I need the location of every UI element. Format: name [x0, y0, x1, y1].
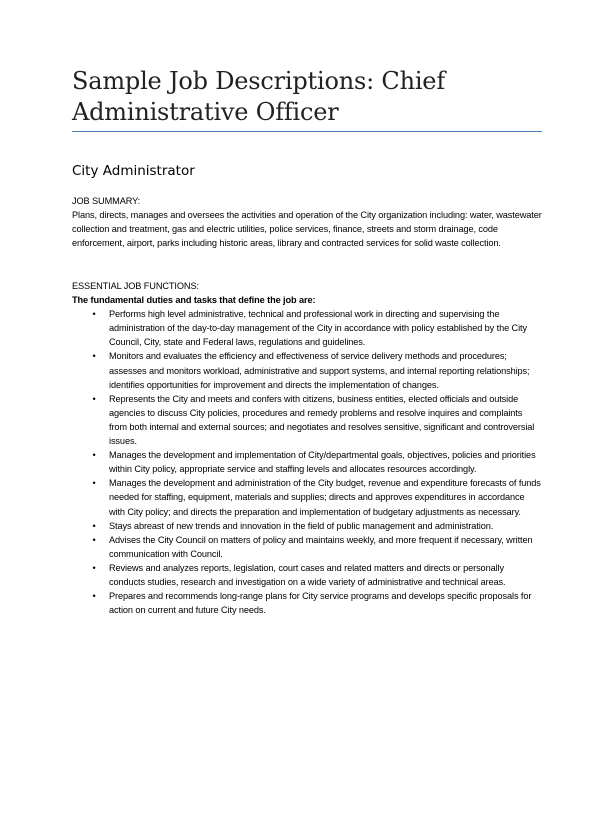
- essential-functions-intro: The fundamental duties and tasks that define the job are:: [72, 295, 316, 306]
- list-item: [72, 589, 542, 617]
- essential-functions-list: [72, 307, 542, 617]
- list-item: [72, 519, 542, 533]
- list-item-text: Performs high level administrative, technical and professional work in directing and supervising the administration of the day-to-day management of the City in accordance with policy established by the City Council, City, state and Federal laws, regulations and guidelines.: [109, 309, 527, 348]
- title-underline-rule: [72, 131, 542, 132]
- job-summary-text: Plans, directs, manages and oversees the activities and operation of the City organization including: water, wastewater collection and treatment, gas and electric utilities, police services, finance, streets and storm drainage, code enforcement, airport, parks including historic areas, library and contracted services for solid waste collection.: [72, 210, 542, 249]
- list-item: [72, 349, 542, 391]
- list-item: [72, 533, 542, 561]
- bullet-icon: •: [92, 478, 96, 489]
- bullet-icon: •: [92, 309, 96, 320]
- list-item-text: Stays abreast of new trends and innovation in the field of public management and administration.: [109, 520, 494, 531]
- list-item: [72, 561, 542, 589]
- list-item-text: Advises the City Council on matters of policy and maintains weekly, and more frequent if necessary, written communication with Council.: [109, 534, 533, 559]
- list-item: [72, 392, 542, 448]
- bullet-icon: •: [92, 591, 96, 602]
- section-title: City Administrator: [72, 163, 195, 179]
- list-item-text: Manages the development and implementation of City/departmental goals, objectives, policies and priorities within City policy, appropriate service and staffing levels and allocates resources accordingly.: [109, 450, 536, 475]
- bullet-icon: •: [92, 450, 96, 461]
- list-item-text: Monitors and evaluates the efficiency and effectiveness of service delivery methods and procedures; assesses and monitors workload, administrative and support systems, and internal reporting relationships; identifies opportunities for improvement and directs the implementation of changes.: [109, 351, 530, 390]
- bullet-icon: •: [92, 351, 96, 362]
- bullet-icon: •: [92, 534, 96, 545]
- bullet-icon: •: [92, 520, 96, 531]
- bullet-icon: •: [92, 393, 96, 404]
- job-summary-section: [72, 194, 542, 250]
- essential-functions-section: [72, 279, 542, 617]
- list-item-text: Prepares and recommends long-range plans for City service programs and develops specific proposals for action on current and future City needs.: [109, 591, 532, 616]
- page-title: Sample Job Descriptions: Chief Administrative Officer: [72, 67, 445, 126]
- list-item-text: Reviews and analyzes reports, legislation, court cases and related matters and directs or personally conducts studies, research and investigation on a wide variety of administrative and technical areas.: [109, 562, 506, 587]
- bullet-icon: •: [92, 562, 96, 573]
- essential-functions-label: ESSENTIAL JOB FUNCTIONS:: [72, 281, 199, 291]
- job-summary-label: JOB SUMMARY:: [72, 196, 141, 206]
- list-item: [72, 448, 542, 476]
- list-item: [72, 476, 542, 518]
- list-item-text: Represents the City and meets and confers with citizens, business entities, elected officials and outside agencies to discuss City policies, procedures and remedy problems and resolve inquires and complaints from both internal and external sources; and negotiates and resolves sensitive, significant and controversial issues.: [109, 393, 535, 447]
- list-item: [72, 307, 542, 349]
- list-item-text: Manages the development and administration of the City budget, revenue and expenditure forecasts of funds needed for staffing, equipment, materials and supplies; directs and approves expenditures in accordance with City policy; and directs the preparation and implementation of budgetary adjustments as necessary.: [109, 478, 541, 517]
